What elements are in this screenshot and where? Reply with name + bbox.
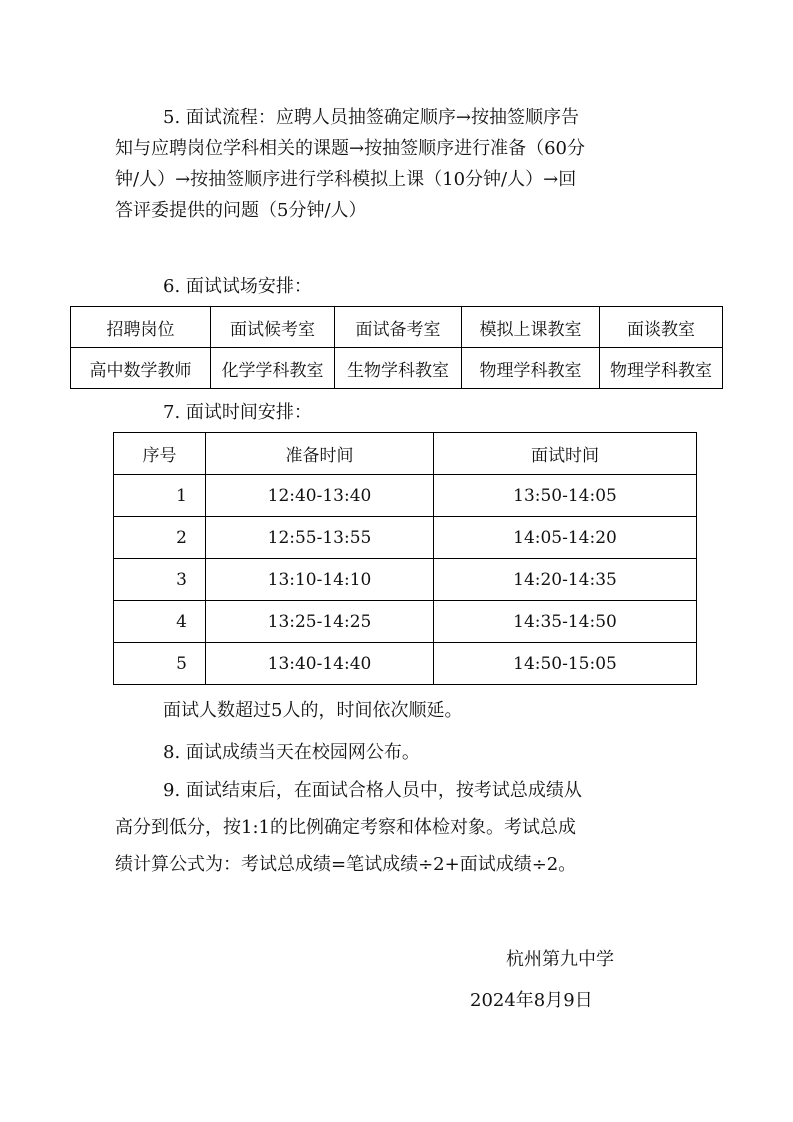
venue-header-cell: 面试候考室 xyxy=(211,307,335,348)
time-table-row xyxy=(114,643,697,685)
time-header-cell: 序号 xyxy=(114,433,206,475)
item-5-line: 知与应聘岗位学科相关的课题→按抽签顺序进行准备（60分 xyxy=(115,138,585,159)
time-cell-index: 5 xyxy=(114,643,206,685)
overflow-note: 面试人数超过5人的，时间依次顺延。 xyxy=(163,700,463,721)
venue-header-cell: 招聘岗位 xyxy=(71,307,211,348)
time-cell-index: 4 xyxy=(114,601,206,643)
venue-table xyxy=(70,306,723,389)
time-header-cell: 准备时间 xyxy=(206,433,434,475)
time-cell-interview: 14:50-15:05 xyxy=(434,643,697,685)
item-5-interview-process xyxy=(115,102,680,226)
venue-header-cell: 面谈教室 xyxy=(600,307,723,348)
item-9-line: 高分到低分，按1:1的比例确定考察和体检对象。考试总成 xyxy=(115,817,576,838)
venue-cell: 物理学科教室 xyxy=(600,348,723,389)
venue-table-header-row xyxy=(71,307,723,348)
time-cell-interview: 14:05-14:20 xyxy=(434,517,697,559)
item-5-line: 答评委提供的问题（5分钟/人） xyxy=(115,200,367,221)
time-cell-index: 2 xyxy=(114,517,206,559)
venue-cell: 高中数学教师 xyxy=(71,348,211,389)
venue-cell: 化学学科教室 xyxy=(211,348,335,389)
time-table-row xyxy=(114,475,697,517)
item-9-line: 9. 面试结束后，在面试合格人员中，按考试总成绩从 xyxy=(163,780,582,801)
time-cell-index: 3 xyxy=(114,559,206,601)
time-cell-prep: 12:55-13:55 xyxy=(206,517,434,559)
time-table-row xyxy=(114,601,697,643)
item-5-line: 5. 面试流程：应聘人员抽签确定顺序→按抽签顺序告 xyxy=(163,107,579,128)
item-9-line: 绩计算公式为：考试总成绩=笔试成绩÷2+面试成绩÷2。 xyxy=(115,854,577,875)
item-7-heading: 7. 面试时间安排： xyxy=(163,402,312,423)
time-cell-interview: 14:35-14:50 xyxy=(434,601,697,643)
time-table-row xyxy=(114,517,697,559)
time-cell-prep: 13:40-14:40 xyxy=(206,643,434,685)
time-header-cell: 面试时间 xyxy=(434,433,697,475)
time-cell-prep: 13:10-14:10 xyxy=(206,559,434,601)
item-9-score-rules xyxy=(115,772,680,883)
time-table-row xyxy=(114,559,697,601)
time-cell-interview: 14:20-14:35 xyxy=(434,559,697,601)
time-cell-prep: 13:25-14:25 xyxy=(206,601,434,643)
signature-org: 杭州第九中学 xyxy=(506,949,614,970)
venue-header-cell: 面试备考室 xyxy=(335,307,462,348)
time-cell-index: 1 xyxy=(114,475,206,517)
time-cell-prep: 12:40-13:40 xyxy=(206,475,434,517)
time-table-header-row xyxy=(114,433,697,475)
item-8: 8. 面试成绩当天在校园网公布。 xyxy=(163,742,420,763)
venue-cell: 物理学科教室 xyxy=(462,348,600,389)
item-6-heading: 6. 面试试场安排： xyxy=(163,276,312,297)
venue-cell: 生物学科教室 xyxy=(335,348,462,389)
time-cell-interview: 13:50-14:05 xyxy=(434,475,697,517)
time-table xyxy=(113,432,697,685)
signature-date: 2024年8月9日 xyxy=(470,990,593,1011)
venue-header-cell: 模拟上课教室 xyxy=(462,307,600,348)
item-5-line: 钟/人）→按抽签顺序进行学科模拟上课（10分钟/人）→回 xyxy=(115,169,577,190)
venue-table-row xyxy=(71,348,723,389)
